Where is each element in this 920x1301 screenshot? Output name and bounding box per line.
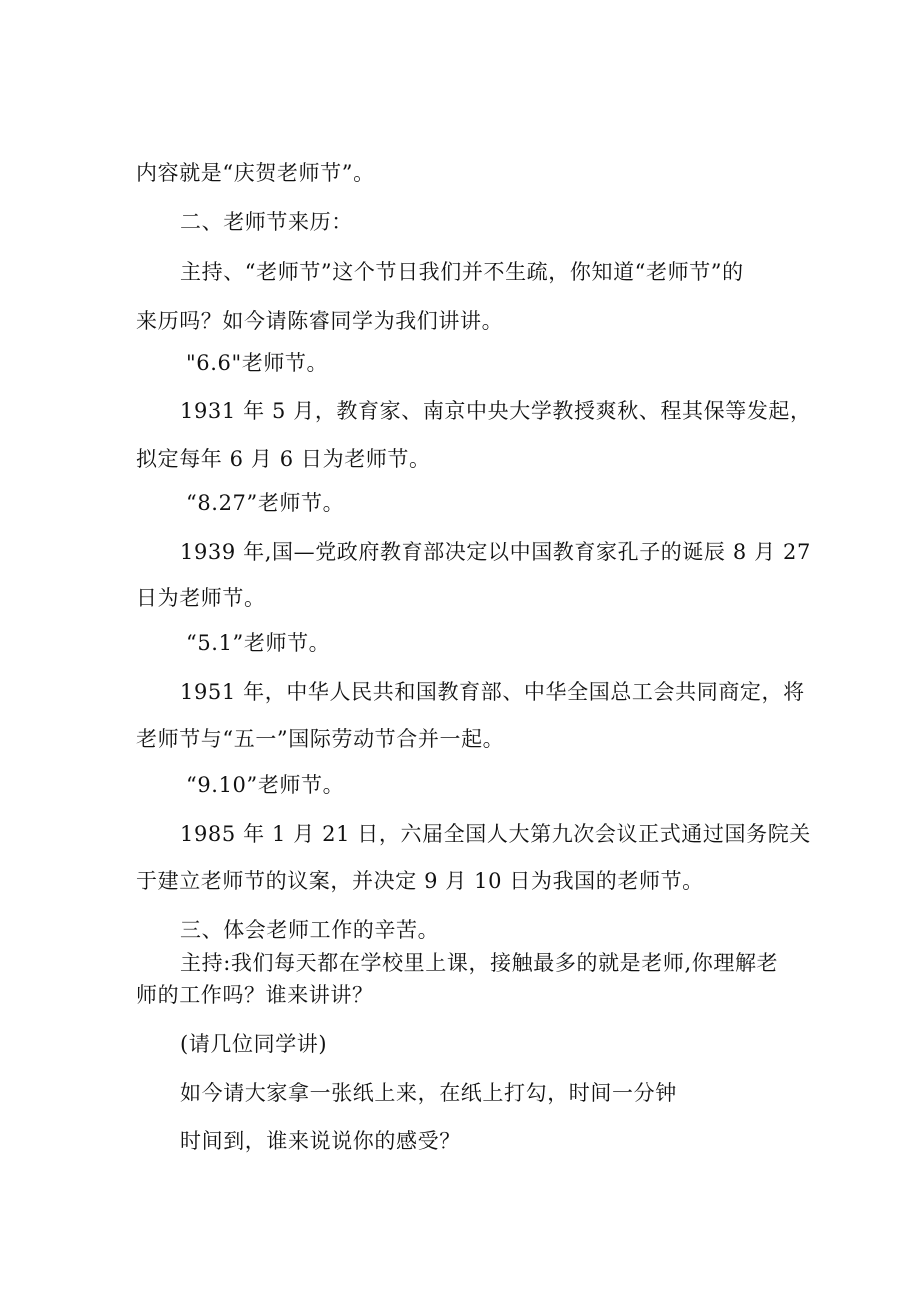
- paragraph-line-1985: 1985 年 1 月 21 日，六届全国人大第九次会议正式通过国务院关: [180, 822, 811, 846]
- section-heading-origin: 二、老师节来历：: [180, 210, 353, 234]
- paragraph-line-feelings: 时间到，谁来说说你的感受？: [180, 1129, 461, 1153]
- paragraph-line-1931: 1931 年 5 月，教育家、南京中央大学教授爽秋、程其保等发起，: [180, 399, 812, 423]
- section-heading-hardship: 三、体会老师工作的辛苦。: [180, 918, 440, 942]
- subheading-5-1: “5.1”老师节。: [186, 631, 331, 655]
- subheading-9-10: “9.10”老师节。: [186, 773, 345, 797]
- paragraph-line-host-hardship-cont: 师的工作吗？谁来讲讲？: [136, 983, 374, 1007]
- paragraph-line-1951: 1951 年，中华人民共和国教育部、中华全国总工会共同商定，将: [180, 680, 805, 704]
- paragraph-line-students-speak: (请几位同学讲): [180, 1032, 328, 1056]
- paragraph-line-1931-cont: 拟定每年 6 月 6 日为老师节。: [136, 447, 431, 471]
- paragraph-line-activity: 如今请大家拿一张纸上来，在纸上打勾，时间一分钟: [180, 1081, 677, 1105]
- subheading-6-6: "6.6"老师节。: [186, 351, 329, 375]
- paragraph-line-1985-cont: 于建立老师节的议案，并决定 9 月 10 日为我国的老师节。: [136, 869, 704, 893]
- subheading-8-27: “8.27”老师节。: [186, 491, 345, 515]
- paragraph-line-1939-cont: 日为老师节。: [136, 586, 266, 610]
- paragraph-line-intro-end: 内容就是“庆贺老师节”。: [136, 161, 375, 185]
- paragraph-line-host-hardship: 主持:我们每天都在学校里上课，接触最多的就是老师,你理解老: [180, 951, 779, 975]
- paragraph-line-1939: 1939 年,国—党政府教育部决定以中国教育家孔子的诞辰 8 月 27: [180, 540, 811, 564]
- paragraph-line-1951-cont: 老师节与“五一”国际劳动节合并一起。: [136, 727, 505, 751]
- paragraph-line-host-question-cont: 来历吗？如今请陈睿同学为我们讲讲。: [136, 309, 504, 333]
- paragraph-line-host-question: 主持、“老师节”这个节日我们并不生疏，你知道“老师节”的: [180, 260, 744, 284]
